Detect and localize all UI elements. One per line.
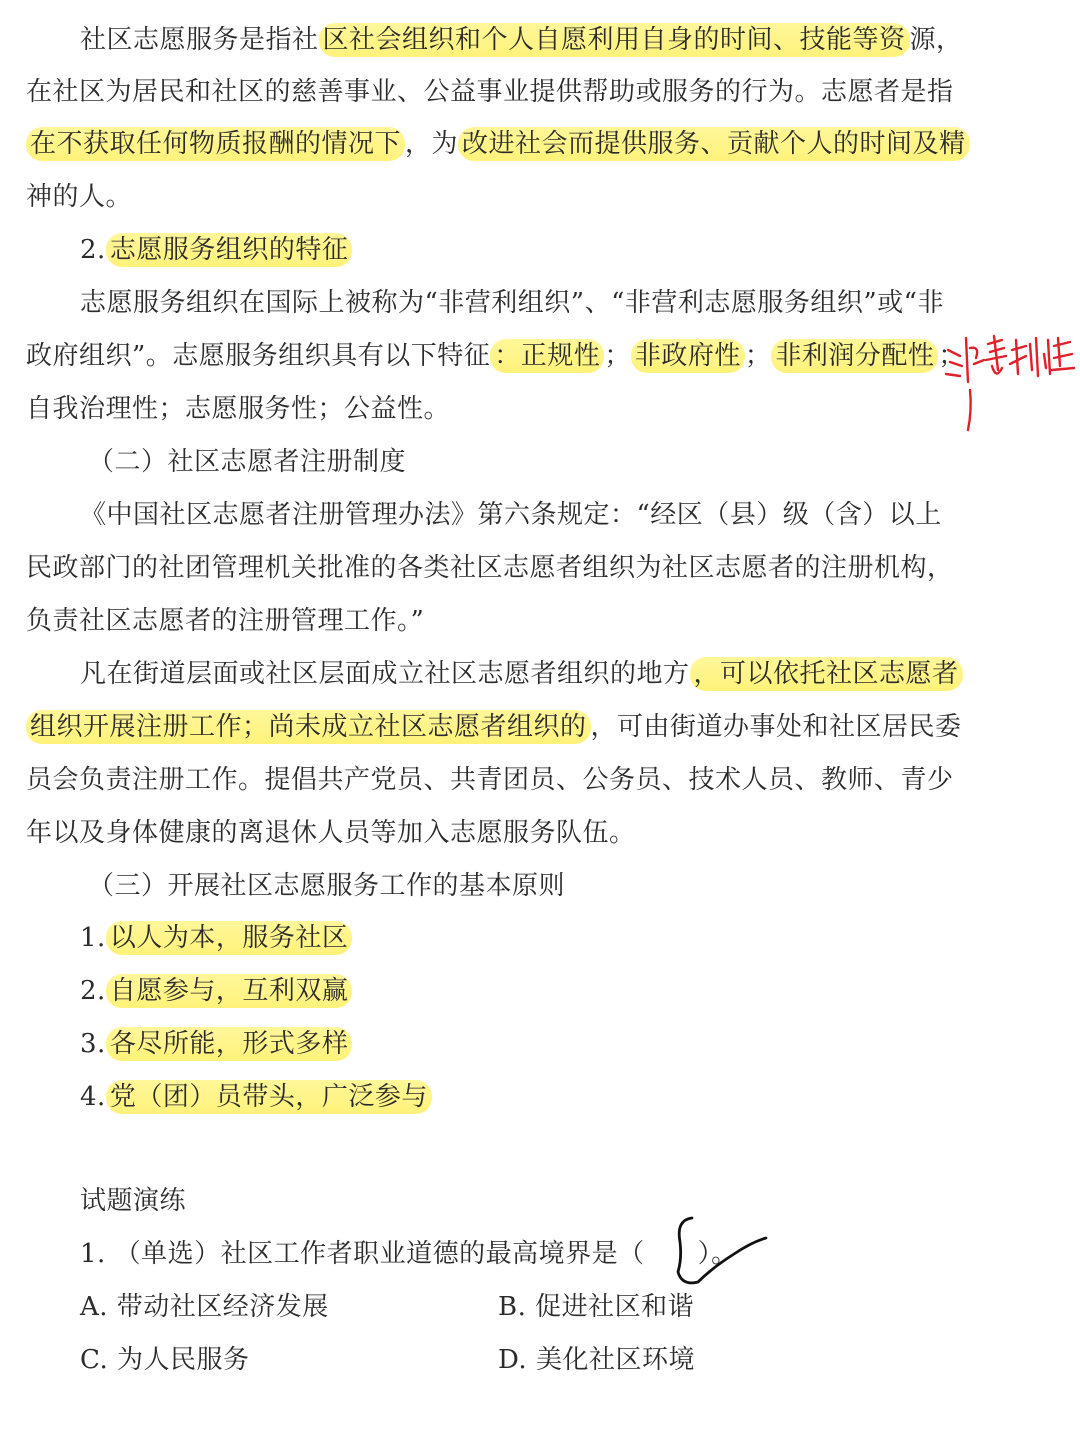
highlight: 改进社会而提供服务、贡献个人的时间及精 — [458, 127, 970, 161]
highlight: 自愿参与，互利双赢 — [106, 974, 353, 1008]
para4-line3: 员会负责注册工作。提倡共产党员、共青团员、公务员、技术人员、教师、青少 — [26, 765, 954, 795]
exercise-question: 1. （单选）社区工作者职业道德的最高境界是（ ）。 — [80, 1239, 738, 1269]
highlight: ：正规性 — [490, 339, 604, 373]
highlight: 非政府性 — [631, 339, 745, 373]
para1-line4: 神的人。 — [26, 182, 133, 212]
option-a: A. 带动社区经济发展 — [80, 1292, 329, 1322]
para3-line3: 负责社区志愿者的注册管理工作。” — [26, 606, 425, 636]
highlight: 非利润分配性 — [771, 339, 938, 373]
para1-line1: 社区志愿服务是指社 区社会组织和个人自愿利用自身的时间、技能等资 源， — [80, 25, 963, 55]
para1-line3: 在不获取任何物质报酬的情况下 ，为 改进社会而提供服务、贡献个人的时间及精 — [26, 124, 970, 164]
highlight: 区社会组织和个人自愿利用自身的时间、技能等资 — [319, 23, 910, 57]
section-title-3: （三）开展社区志愿服务工作的基本原则 — [88, 871, 566, 901]
para4-line4: 年以及身体健康的离退休人员等加入志愿服务队伍。 — [26, 818, 636, 848]
para3-line1: 《中国社区志愿者注册管理办法》第六条规定：“经区（县）级（含）以上 — [80, 500, 942, 530]
highlight: 组织开展注册工作；尚未成立社区志愿者组织的 — [26, 710, 591, 744]
section-title-2: （二）社区志愿者注册制度 — [88, 447, 407, 477]
principle-item: 2. 自愿参与，互利双赢 — [80, 971, 352, 1011]
highlight: 党（团）员带头，广泛参与 — [106, 1080, 432, 1114]
para2-line1: 志愿服务组织在国际上被称为“非营利组织”、“非营利志愿服务组织”或“非 — [80, 288, 944, 318]
para2-line2: 政府组织”。志愿服务组织具有以下特征 ：正规性 ； 非政府性 ； 非利润分配性 ； — [26, 341, 965, 371]
para2-line3: 自我治理性；志愿服务性；公益性。 — [26, 394, 451, 424]
principle-item: 3. 各尽所能，形式多样 — [80, 1024, 352, 1064]
principle-item: 4. 党（团）员带头，广泛参与 — [80, 1077, 432, 1117]
highlight: 以人为本，服务社区 — [106, 921, 353, 955]
para3-line2: 民政部门的社团管理机关批准的各类社区志愿者组织为社区志愿者的注册机构， — [26, 553, 954, 583]
option-d: D. 美化社区环境 — [498, 1345, 695, 1375]
para4-line2: 组织开展注册工作；尚未成立社区志愿者组织的 ，可由街道办事处和社区居民委 — [26, 707, 962, 747]
exercise-heading: 试题演练 — [80, 1186, 187, 1216]
section-heading: 2. 志愿服务组织的特征 — [80, 230, 352, 270]
highlight: 各尽所能，形式多样 — [106, 1027, 353, 1061]
para4-line1: 凡在街道层面或社区层面成立社区志愿者组织的地方 ，可以依托社区志愿者 — [80, 654, 963, 694]
highlight: 志愿服务组织的特征 — [106, 233, 353, 267]
highlight: ，可以依托社区志愿者 — [690, 657, 963, 691]
para1-line2: 在社区为居民和社区的慈善事业、公益事业提供帮助或服务的行为。志愿者是指 — [26, 77, 954, 107]
option-c: C. 为人民服务 — [80, 1345, 250, 1375]
option-b: B. 促进社区和谐 — [498, 1292, 695, 1322]
principle-item: 1. 以人为本，服务社区 — [80, 918, 352, 958]
highlight: 在不获取任何物质报酬的情况下 — [26, 127, 405, 161]
